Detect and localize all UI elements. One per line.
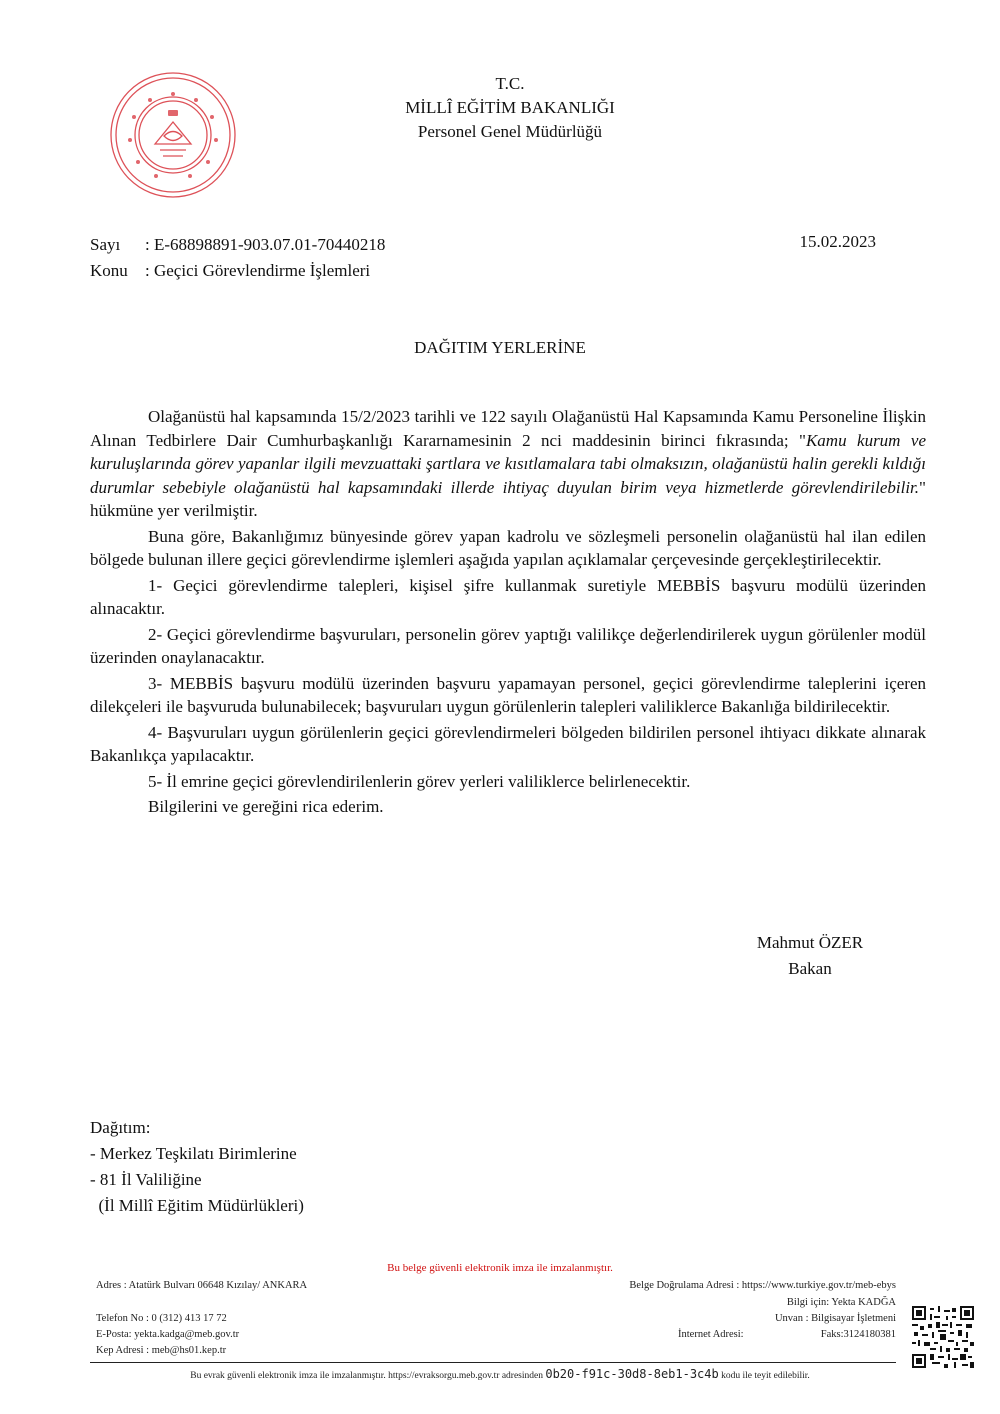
paragraph-1 xyxy=(90,405,926,523)
p1-text-end: " hükmüne yer verilmiştir. xyxy=(90,477,926,520)
reference-block xyxy=(90,232,385,284)
ministry-seal xyxy=(108,70,238,200)
footer-divider xyxy=(90,1362,896,1363)
header-department: Personel Genel Müdürlüğü xyxy=(417,122,603,141)
konu-value: : Geçici Görevlendirme İşlemleri xyxy=(145,261,371,280)
verification-text-end: kodu ile teyit edilebilir. xyxy=(718,1371,810,1381)
letterhead xyxy=(300,72,720,144)
signer-name: Mahmut ÖZER xyxy=(756,933,864,952)
sayi-row xyxy=(90,232,385,258)
recipients-heading: DAĞITIM YERLERİNE xyxy=(414,338,586,357)
document-date: 15.02.2023 xyxy=(799,232,876,251)
footer-address: Adres : Atatürk Bulvarı 06648 Kızılay/ ANKARA xyxy=(96,1280,308,1291)
footer-unvan: Unvan : Bilgisayar İşletmeni xyxy=(774,1313,896,1324)
footer-faks: Faks:3124180381 xyxy=(820,1329,896,1340)
footer-info: Bilgi için: Yekta KADĞA xyxy=(786,1297,896,1308)
verification-text: Bu evrak güvenli elektronik imza ile imzalanmıştır. https://evraksorgu.meb.gov.tr adresinden xyxy=(190,1371,546,1381)
distribution-item: (İl Millî Eğitim Müdürlükleri) xyxy=(90,1196,304,1215)
verification-code: 0b20-f91c-30d8-8eb1-3c4b xyxy=(545,1367,719,1381)
footer-kep: Kep Adresi : meb@hs01.kep.tr xyxy=(96,1345,227,1356)
distribution-item: - 81 İl Valiliğine xyxy=(90,1170,202,1189)
distribution-list xyxy=(90,1115,304,1219)
sayi-label: Sayı xyxy=(90,235,121,254)
sayi-value: : E-68898891-903.07.01-70440218 xyxy=(145,235,386,254)
paragraph-3: 1- Geçici görevlendirme talepleri, kişisel şifre kullanmak suretiyle MEBBİS başvuru modülü üzerinden alınacaktır. xyxy=(90,575,926,618)
konu-row xyxy=(90,258,385,284)
header-tc: T.C. xyxy=(495,74,525,93)
signature-block xyxy=(740,930,880,982)
footer-email[interactable]: E-Posta: yekta.kadga@meb.gov.tr xyxy=(96,1329,240,1340)
letter-body xyxy=(90,405,926,821)
paragraph-7: 5- İl emrine geçici görevlendirilenlerin görev yerleri valiliklerce belirlenecektir. xyxy=(148,771,691,791)
paragraph-6: 4- Başvuruları uygun görülenlerin geçici görevlendirmeleri bölgeden bildirilen personel ihtiyacı dikkate alınarak Bakanlıkça yapılacaktır. xyxy=(90,722,926,765)
header-ministry: MİLLÎ EĞİTİM BAKANLIĞI xyxy=(405,98,615,117)
p1-text: Olağanüstü hal kapsamında 15/2/2023 tarihli ve 122 sayılı Olağanüstü Hal Kapsamında Kamu Personeline İlişkin Alınan Tedbirlere Dair Cumhurbaşkanlığı Kararnamesinin 2 nci maddesinin birinci fıkrasında; " xyxy=(90,407,926,450)
paragraph-2: Buna göre, Bakanlığımız bünyesinde görev yapan kadrolu ve sözleşmeli personelin olağanüstü hal ilan edilen bölgede bulunan illere geçici görevlendirme işlemleri aşağıda yapılan açıklamalar çerçevesinde gerçekleştirilecektir. xyxy=(90,526,926,569)
konu-label: Konu xyxy=(90,261,128,280)
distribution-heading: Dağıtım: xyxy=(90,1118,151,1137)
verification-line xyxy=(100,1367,900,1381)
p1-quote: Kamu kurum ve kuruluşlarında görev yapanlar ilgili mevzuattaki şartlara ve kısıtlamalara tabi olmaksızın, olağanüstü halin gerekli kıldığı durumlar sebebiyle olağanüstü hal kapsamındaki illerde ihtiyaç duyulan birim veya hizmetlerde görevlendirilebilir. xyxy=(90,430,926,497)
distribution-item: - Merkez Teşkilatı Birimlerine xyxy=(90,1144,297,1163)
paragraph-8: Bilgilerini ve gereğini rica ederim. xyxy=(148,797,384,816)
footer-verify[interactable]: Belge Doğrulama Adresi : https://www.turkiye.gov.tr/meb-ebys xyxy=(629,1280,896,1291)
signer-title: Bakan xyxy=(788,959,832,978)
qr-code-icon xyxy=(912,1306,974,1368)
footer-internet: İnternet Adresi: xyxy=(678,1329,744,1340)
paragraph-4: 2- Geçici görevlendirme başvuruları, personelin görev yaptığı valilikçe değerlendirilerek uygun görülenler modül üzerinden onaylanacaktır. xyxy=(90,624,926,667)
footer-phone: Telefon No : 0 (312) 413 17 72 xyxy=(96,1313,227,1324)
paragraph-5: 3- MEBBİS başvuru modülü üzerinden başvuru yapamayan personel, geçici görevlendirme taleplerini içeren dilekçeleri ile başvuruda bulunabilecek; başvuruları uygun görülenlerin talepleri valiliklerce Bakanlığa bildirilecektir. xyxy=(90,673,926,716)
esign-note: Bu belge güvenli elektronik imza ile imzalanmıştır. xyxy=(387,1262,613,1274)
